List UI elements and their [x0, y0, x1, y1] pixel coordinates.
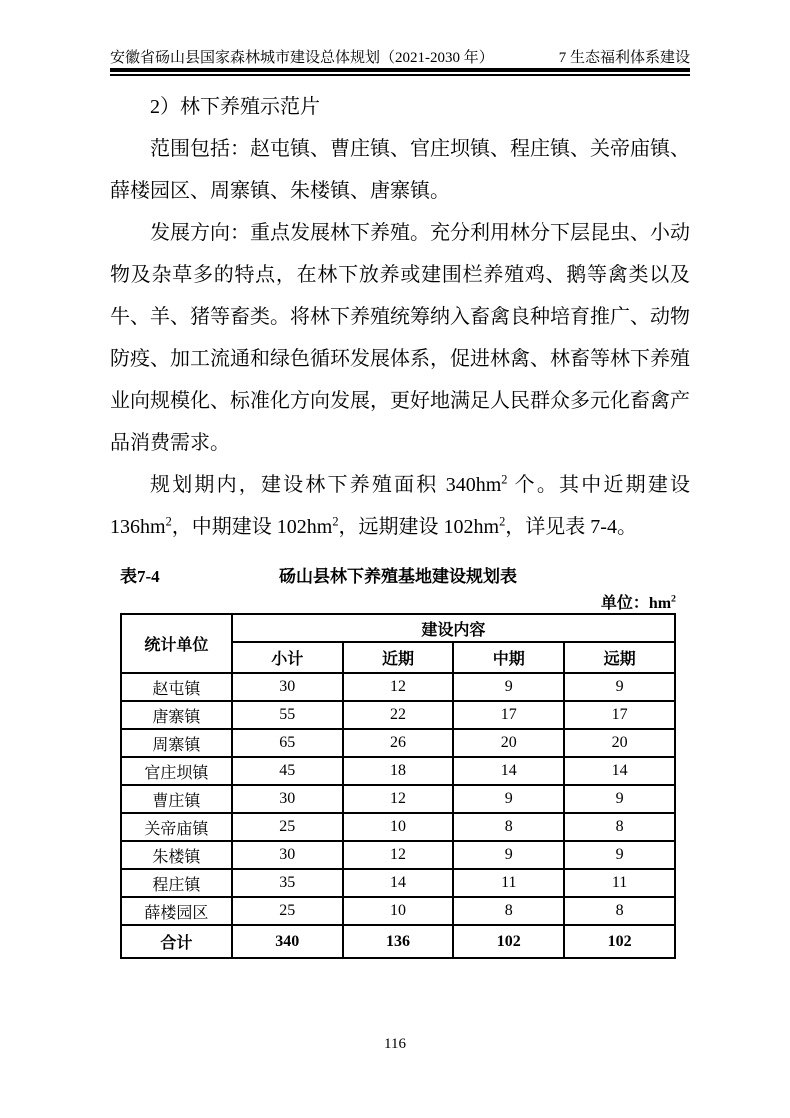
row-value-cell: 25: [232, 897, 343, 925]
row-unit-name: 唐寨镇: [121, 701, 232, 729]
table-caption: [120, 562, 676, 587]
row-value-cell: 14: [564, 757, 675, 785]
table-row: [121, 701, 675, 729]
row-value-cell: 9: [564, 841, 675, 869]
row-value-cell: 17: [564, 701, 675, 729]
row-value-cell: 22: [343, 701, 454, 729]
table-header-row-1: [121, 614, 675, 642]
row-value-cell: 65: [232, 729, 343, 757]
paragraph-scope: 范围包括：赵屯镇、曹庄镇、官庄坝镇、程庄镇、关帝庙镇、薛楼园区、周寨镇、朱楼镇、唐寨镇。: [110, 138, 690, 202]
row-value-cell: 136: [343, 925, 454, 958]
table-unit-label: 单位：$hm^2$: [600, 593, 676, 612]
section-heading: 2）林下养殖示范片: [150, 96, 320, 118]
table-row: [121, 785, 675, 813]
table-body: [121, 673, 675, 958]
superscript: 2: [165, 514, 172, 529]
row-value-cell: 35: [232, 869, 343, 897]
table-row: [121, 869, 675, 897]
body-text: [110, 86, 690, 548]
row-unit-name: 合计: [121, 925, 232, 958]
table-row: [121, 897, 675, 925]
row-value-cell: 10: [343, 897, 454, 925]
row-value-cell: 8: [453, 897, 564, 925]
row-value-cell: 25: [232, 813, 343, 841]
row-value-cell: 9: [453, 673, 564, 701]
row-value-cell: 12: [343, 785, 454, 813]
table-total-row: [121, 925, 675, 958]
page-footer: [0, 1036, 790, 1053]
row-value-cell: 8: [453, 813, 564, 841]
row-value-cell: 18: [343, 757, 454, 785]
row-value-cell: 26: [343, 729, 454, 757]
row-value-cell: 14: [343, 869, 454, 897]
row-value-cell: 9: [453, 841, 564, 869]
row-value-cell: 12: [343, 673, 454, 701]
column-header-long-term: 远期: [564, 642, 675, 673]
table-row: [121, 729, 675, 757]
row-value-cell: 8: [564, 897, 675, 925]
row-value-cell: 20: [453, 729, 564, 757]
row-unit-name: 朱楼镇: [121, 841, 232, 869]
row-unit-name: 关帝庙镇: [121, 813, 232, 841]
column-header-group: 建设内容: [232, 614, 675, 642]
row-value-cell: 9: [564, 785, 675, 813]
header-left-title: 安徽省砀山县国家森林城市建设总体规划（2021-2030 年）: [110, 50, 494, 66]
row-value-cell: 102: [453, 925, 564, 958]
row-value-cell: 55: [232, 701, 343, 729]
row-value-cell: 20: [564, 729, 675, 757]
superscript: 2: [499, 514, 506, 529]
row-value-cell: 102: [564, 925, 675, 958]
row-value-cell: 10: [343, 813, 454, 841]
table-row: [121, 841, 675, 869]
page-number: 116: [384, 1036, 406, 1052]
row-unit-name: 曹庄镇: [121, 785, 232, 813]
row-unit-name: 官庄坝镇: [121, 757, 232, 785]
column-header-mid-term: 中期: [453, 642, 564, 673]
table-row: [121, 673, 675, 701]
paragraph-direction: 发展方向：重点发展林下养殖。充分利用林分下层昆虫、小动物及杂草多的特点，在林下放养或建围栏养殖鸡、鹅等禽类以及牛、羊、猪等畜类。将林下养殖统筹纳入畜禽良种培育推广、动物防疫、加工流通和绿色循环发展体系，促进林禽、林畜等林下养殖业向规模化、标准化方向发展，更好地满足人民群众多元化畜禽产品消费需求。: [110, 222, 690, 454]
row-value-cell: 8: [564, 813, 675, 841]
page-header: [110, 46, 690, 67]
header-divider: [110, 68, 690, 76]
superscript: 2: [671, 593, 676, 605]
row-value-cell: 30: [232, 673, 343, 701]
paragraph-plan: 规划期内，建设林下养殖面积 $340hm^2$ 个。其中近期建设 $136hm^2$，中期建设 $102hm^2$，远期建设 $102hm^2$，详见表 7-4。: [110, 472, 691, 538]
row-value-cell: 30: [232, 841, 343, 869]
table-caption-title: 砀山县林下养殖基地建设规划表: [279, 567, 517, 586]
row-value-cell: 17: [453, 701, 564, 729]
column-header-near-term: 近期: [343, 642, 454, 673]
row-value-cell: 340: [232, 925, 343, 958]
column-header-unit: 统计单位: [121, 614, 232, 673]
table-caption-label: 表7-4: [120, 567, 160, 586]
row-value-cell: 30: [232, 785, 343, 813]
header-right-chapter: 7 生态福利体系建设: [558, 50, 690, 66]
column-header-subtotal: 小计: [232, 642, 343, 673]
row-value-cell: 14: [453, 757, 564, 785]
row-unit-name: 赵屯镇: [121, 673, 232, 701]
table-row: [121, 757, 675, 785]
plan-table: [120, 613, 676, 959]
table-row: [121, 813, 675, 841]
row-value-cell: 11: [564, 869, 675, 897]
row-value-cell: 11: [453, 869, 564, 897]
row-value-cell: 45: [232, 757, 343, 785]
row-value-cell: 9: [453, 785, 564, 813]
row-unit-name: 周寨镇: [121, 729, 232, 757]
superscript: 2: [501, 472, 508, 487]
superscript: 2: [332, 514, 339, 529]
row-unit-name: 薛楼园区: [121, 897, 232, 925]
row-value-cell: 9: [564, 673, 675, 701]
row-unit-name: 程庄镇: [121, 869, 232, 897]
row-value-cell: 12: [343, 841, 454, 869]
